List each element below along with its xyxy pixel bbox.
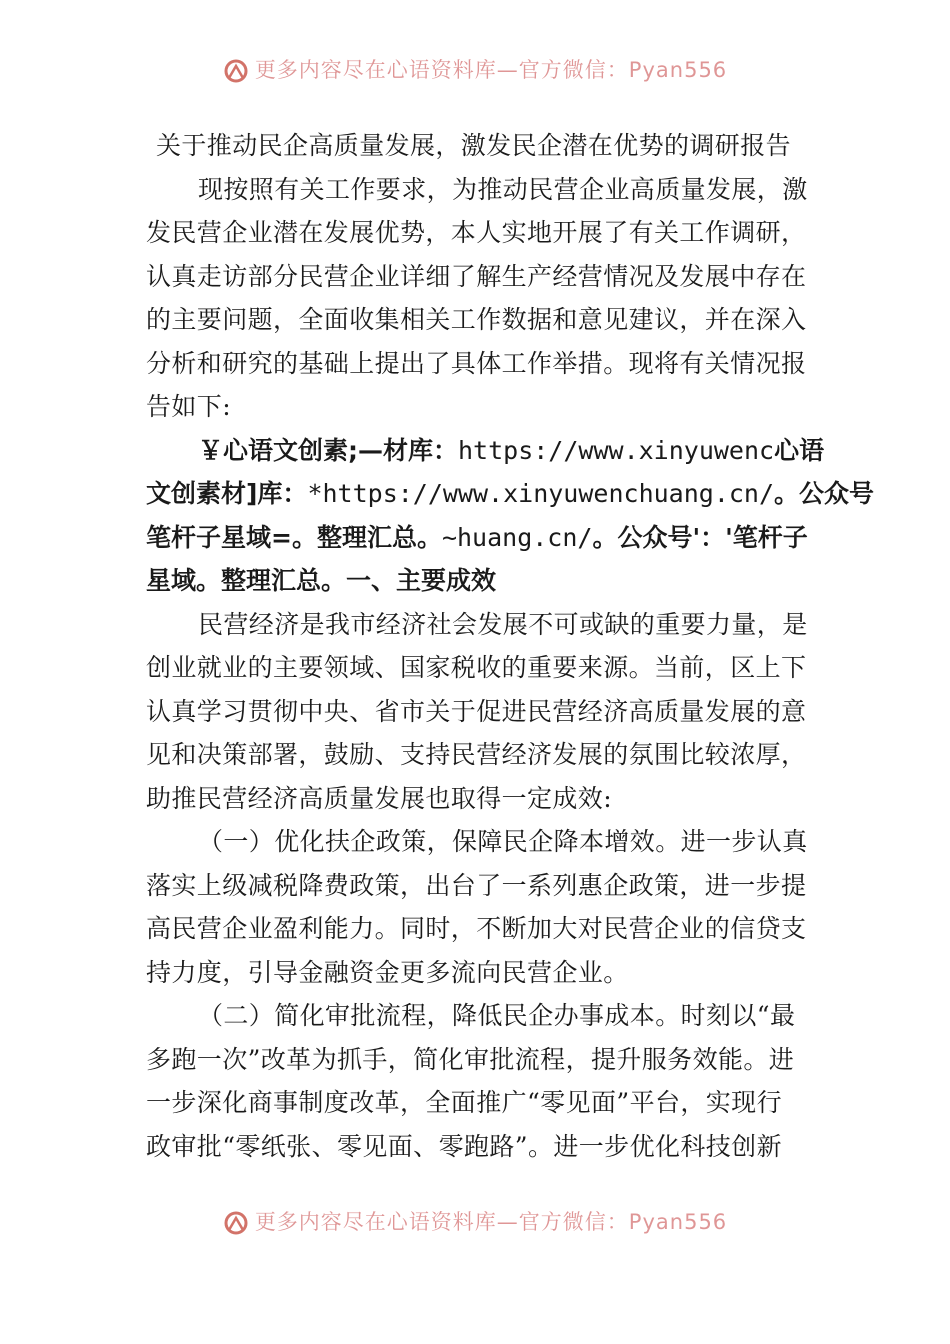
- document-body: [146, 124, 875, 1168]
- logo-icon: [223, 1210, 249, 1236]
- paragraph-line: 多跑一次”改革为抓手，简化审批流程，提升服务效能。进: [146, 1044, 795, 1074]
- page-title: 关于推动民企高质量发展，激发民企潜在优势的调研报告: [156, 131, 792, 160]
- paragraph-line: 高民营企业盈利能力。同时，不断加大对民营企业的信贷支: [146, 914, 807, 943]
- paragraph-line: 落实上级减税降费政策，出台了一系列惠企政策，进一步提: [146, 870, 807, 900]
- paragraph-line: 告如下:: [146, 392, 232, 421]
- watermark-header: [0, 54, 950, 86]
- paragraph-line: 发民营企业潜在发展优势，本人实地开展了有关工作调研，: [146, 218, 807, 247]
- paragraph-line: （一）优化扶企政策，保障民企降本增效。进一步认真: [198, 827, 808, 856]
- promo-line: 笔杆子星域=。整理汇总。~huang.cn/。公众号'：'笔杆子: [146, 522, 808, 552]
- paragraph-line: 分析和研究的基础上提出了具体工作举措。现将有关情况报: [146, 348, 807, 378]
- promo-line: 文创素材]库：*https://www.xinyuwenchuang.cn/。公众号: [146, 479, 875, 508]
- paragraph-line: （二）简化审批流程，降低民企办事成本。时刻以“最: [198, 1001, 796, 1030]
- section-heading: 星域。整理汇总。一、主要成效: [146, 566, 497, 595]
- paragraph-line: 一步深化商事制度改革，全面推广“零见面”平台，实现行: [146, 1088, 782, 1117]
- watermark-text: 更多内容尽在心语资料库—官方微信：Pyan556: [254, 58, 728, 82]
- paragraph-line: 民营经济是我市经济社会发展不可或缺的重要力量，是: [198, 609, 808, 639]
- paragraph-line: 现按照有关工作要求，为推动民营企业高质量发展，激: [198, 174, 808, 204]
- paragraph-line: 的主要问题，全面收集相关工作数据和意见建议，并在深入: [146, 305, 807, 334]
- paragraph-line: 创业就业的主要领域、国家税收的重要来源。当前，区上下: [146, 653, 807, 682]
- promo-line: ￥心语文创素;—材库：https://www.xinyuwenc心语: [198, 435, 825, 465]
- paragraph-line: 见和决策部署，鼓励、支持民营经济发展的氛围比较浓厚，: [146, 740, 807, 769]
- paragraph-line: 认真走访部分民营企业详细了解生产经营情况及发展中存在: [146, 261, 807, 291]
- paragraph-line: 政审批“零纸张、零见面、零跑路”。进一步优化科技创新: [146, 1131, 782, 1161]
- watermark-footer: [0, 1206, 950, 1238]
- paragraph-line: 助推民营经济高质量发展也取得一定成效:: [146, 783, 613, 813]
- paragraph-line: 持力度，引导金融资金更多流向民营企业。: [146, 957, 629, 987]
- logo-icon: [223, 58, 249, 84]
- paragraph-line: 认真学习贯彻中央、省市关于促进民营经济高质量发展的意: [146, 696, 807, 726]
- watermark-text: 更多内容尽在心语资料库—官方微信：Pyan556: [254, 1210, 728, 1234]
